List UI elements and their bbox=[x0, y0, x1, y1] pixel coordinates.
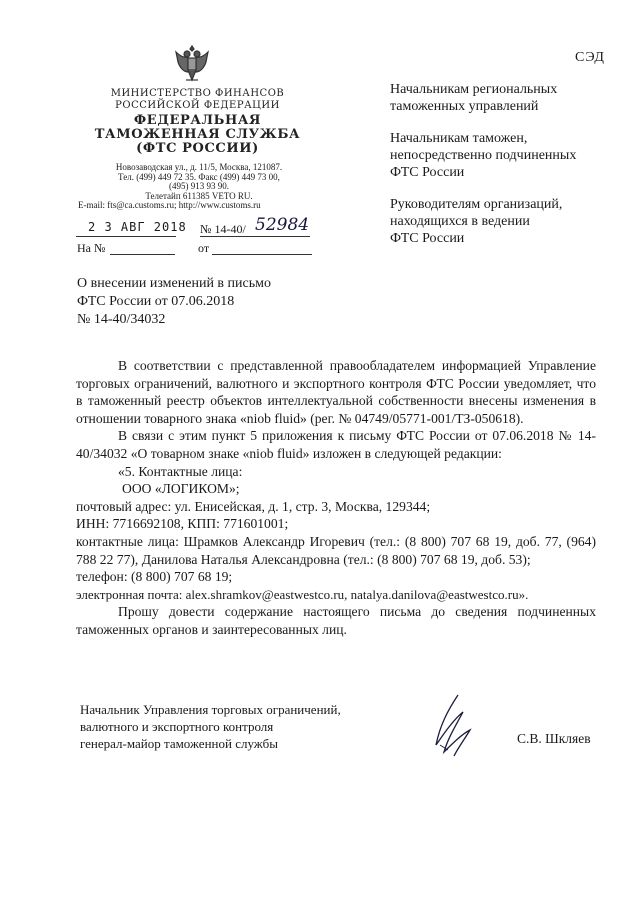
contact-persons: контактные лица: Шрамков Александр Игоревич (тел.: (8 800) 707 68 19, доб. 77, (964) 788 22 77), Данилова Наталья Александровна (тел.: (8 800) 707 68 19, доб. 53); bbox=[76, 533, 596, 567]
coat-of-arms-emblem bbox=[170, 42, 214, 86]
ot-underline bbox=[212, 254, 312, 255]
inn-kpp: ИНН: 7716692108, КПП: 771601001; bbox=[76, 516, 289, 532]
body-paragraph-2: В связи с этим пункт 5 приложения к письму ФТС России от 07.06.2018 № 14-40/34032 «О товарном знаке «niob fluid» изложен в следующей редакции: bbox=[76, 428, 596, 461]
contacts-block bbox=[78, 163, 320, 211]
company-name: ООО «ЛОГИКОМ»; bbox=[122, 481, 240, 497]
postal-address: почтовый адрес: ул. Енисейская, д. 1, стр. 3, Москва, 129344; bbox=[76, 498, 431, 514]
reg-number-handwritten: 52984 bbox=[255, 215, 310, 235]
phone: телефон: (8 800) 707 68 19; bbox=[76, 569, 233, 585]
letter-body bbox=[76, 357, 596, 639]
na-label: На № bbox=[77, 241, 106, 255]
ot-label: от bbox=[198, 241, 210, 255]
email-contacts: электронная почта: alex.shramkov@eastwestco.ru, natalya.danilova@eastwestco.ru». bbox=[76, 586, 529, 602]
letter-subject: О внесении изменений в письмо ФТС России от 07.06.2018 № 14-40/34032 bbox=[77, 276, 271, 327]
date-underline bbox=[76, 236, 176, 237]
registration-date: 2 3 АВГ 2018 bbox=[88, 220, 187, 234]
recipient-customs: Начальникам таможен, непосредственно подчиненных ФТС России bbox=[390, 131, 577, 180]
recipient-organizations: Руководителям организаций, находящихся в ведении ФТС России bbox=[390, 197, 563, 246]
address: Новозаводская ул., д. 11/5, Москва, 121087. bbox=[115, 162, 283, 172]
signatory-position: Начальник Управления торговых ограничений, валютного и экспортного контроля генерал-майор таможенной службы bbox=[80, 702, 341, 751]
signatory-name: С.В. Шкляев bbox=[517, 731, 591, 746]
reg-number-prefix: № 14-40/ bbox=[200, 222, 246, 236]
contacts-heading: «5. Контактные лица: bbox=[118, 463, 243, 479]
handwritten-signature bbox=[418, 690, 498, 760]
reg-number-underline bbox=[200, 236, 310, 237]
teletype: Телетайп 611385 VETO RU. bbox=[145, 190, 253, 201]
body-paragraph-1: В соответствии с представленной правообладателем информацией Управление торговых ограничений, валютного и экспортного контроля ФТС России уведомляет, что в таможенный реестр объектов интеллектуальной собственности внесены изменения в отношении товарного знака «niob fluid» (рег. № 04749/05771-001/ТЗ-050618). bbox=[76, 358, 596, 426]
phones-2: (495) 913 93 90. bbox=[169, 181, 229, 191]
email: E-mail: fts@ca.customs.ru; http://www.customs.ru bbox=[78, 200, 261, 210]
phones: Тел. (499) 449 72 35. Факс (499) 449 73 00, bbox=[118, 171, 280, 182]
request-paragraph: Прошу довести содержание настоящего письма до сведения подчиненных таможенных органов и заинтересованных лиц. bbox=[76, 604, 596, 637]
sed-mark: СЭД bbox=[575, 50, 605, 65]
ministry-name: МИНИСТЕРСТВО ФИНАНСОВ РОССИЙСКОЙ ФЕДЕРАЦИИ bbox=[110, 88, 285, 111]
recipient-regional: Начальникам региональных таможенных управлений bbox=[390, 82, 558, 114]
service-name: ФЕДЕРАЛЬНАЯ ТАМОЖЕННАЯ СЛУЖБА (ФТС РОССИИ) bbox=[94, 113, 301, 156]
na-underline bbox=[110, 254, 175, 255]
